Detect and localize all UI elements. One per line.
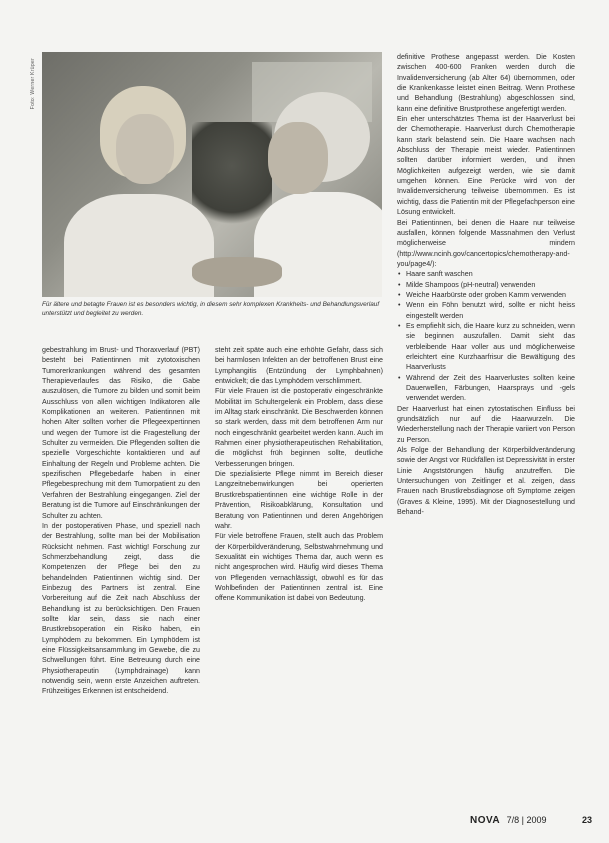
- list-item: • Wenn ein Föhn benutzt wird, sollte er nicht heiss eingestellt werden: [406, 300, 575, 321]
- list-item: • Während der Zeit des Haarverlustes sollten keine Dauerwellen, Färbungen, Haarsprays und -gels verwendet werden.: [406, 373, 575, 404]
- col3-paragraph-3: Bei Patientinnen, bei denen die Haare nur teilweise ausfallen, können folgende Massnahmen den Verlust möglicherweise mindern (http://www.ncinh.gov/cancertopics/chemotherapy-and-you/page4/):: [397, 218, 575, 268]
- col1-paragraph-1: gebestrahlung im Brust- und Thoraxverlauf (PBT) besteht bei Patientinnen mit zytotoxischen Tumorerkrankungen während des gesamten Therapieverlaufes das Risiko, die Gabe auszulösen, die Tumore zu bilden und somit beim Ausschluss von allen wichtigen Indikatoren alle Komplikationen an weiteren. Patientinnen mit hohen Alter sollten vorher die Pflegeexpertinnen und wegen der Tumore ist die Fragestellung der Schulter zu vermeiden. Die Pflegenden sollten die spezielle Vorgeschichte kontaktieren und auf Einhaltung der Regeln und Probleme achten. Die spezifischen Pflegebedarfe haben in einer Pflegebesprechung mit dem Tumorpatient zu den Verfahren der Bestrahlung eingegangen. Ziel der Beratung ist die Tumore auf Einschränkungen der Schulter zu achten.: [42, 346, 200, 520]
- col2-paragraph-4: Für viele betroffene Frauen, stellt auch das Problem der Körperbildveränderung, Selbstwahrnehmung und Sexualität ein wichtiges Thema dar, auch wenn es nicht angesprochen wird. Häufig wird dieses Thema von Pflegenden vernachlässigt, obwohl es für das Wohlbefinden der Patientinnen zentral ist. Eine offene Kommunikation ist dabei von Bedeutung.: [215, 532, 383, 603]
- photo-hands: [192, 257, 282, 287]
- text-column-1: [42, 345, 200, 697]
- list-item: • Weiche Haarbürste oder groben Kamm verwenden: [406, 290, 575, 300]
- photo-caption: Für ältere und betagte Frauen ist es besonders wichtig, in diesem sehr komplexen Krankheits- und Behandlungsverlauf unterstützt und begleitet zu werden.: [42, 301, 380, 317]
- magazine-name: NOVA: [470, 815, 501, 826]
- page-number: 23: [581, 815, 592, 825]
- list-item: • Es empfiehlt sich, die Haare kurz zu schneiden, wenn sie beginnen auszufallen. Damit sieht das verbleibende Haar voller aus und möglicherweise erleichtert eine Kurzhaarfrisur die Bewältigung des Haarverlusts: [406, 321, 575, 373]
- text-column-2: [215, 345, 383, 604]
- col1-paragraph-2: In der postoperativen Phase, und speziell nach der Bestrahlung, sollte man bei der Mobilisation Rücksicht nehmen. Fast wichtig! Forschung zur Schmerzbehandlung zeigt, dass die Kompetenzen der Pflege bei den zu behandelnden Patientinnen wichtig sind. Der Einbezug des Partners ist zentral. Eine Vorbereitung auf die Zeit nach Abschluss der Behandlung ist zu berücksichtigen. Den Frauen sollte klar sein, dass sie nach einer Brustkrebsoperation ein Risiko haben, ein Lymphödem zu bekommen. Ein Lymphödem ist eine Flüssigkeitsansammlung im Gewebe, die zu Schwellungen führt. Eine Betreuung durch eine Physiotherapeutin (Lymphdrainage) kann notwendig sein, wenn erste Anzeichen auftreten. Frühzeitiges Erkennen ist entscheidend.: [42, 521, 200, 696]
- col2-paragraph-3: Die spezialisierte Pflege nimmt im Bereich dieser Langzeitnebenwirkungen bei operierten Brustkrebspatientinnen eine wichtige Rolle in der Prävention, Risikoabklärung, Konsultation und Beratung von Patientinnen und deren Angehörigen wahr.: [215, 470, 383, 530]
- list-item: • Haare sanft waschen: [406, 269, 575, 279]
- col3-paragraph-4: Der Haarverlust hat einen zytostatischen Einfluss bei grundsätzlich nur auf die Haarwurzeln. Die Wiederherstellung nach der Therapie variiert von Person zu Person.: [397, 404, 575, 444]
- col3-paragraph-2: Ein eher unterschätztes Thema ist der Haarverlust bei der Chemotherapie. Haarverlust durch Chemotherapie kann stark belastend sein. Die Haare wachsen nach Abschluss der Therapie meist wieder. Patientinnen sollten darüber informiert werden, und ihnen Möglichkeiten aufgezeigt werden, wie sie damit umgehen können. Eine Perücke wird von der Invalidenversicherung teilweise übernommen. Es ist wichtig, dass die Patientin mit der Pflegefachperson eine Lösung entwickelt.: [397, 115, 575, 217]
- photo-woman-left-face: [116, 114, 174, 184]
- page-footer: [470, 815, 600, 826]
- list-item: • Milde Shampoos (pH-neutral) verwenden: [406, 280, 575, 290]
- photo-woman-right-face: [268, 122, 328, 194]
- article-photo: [42, 52, 382, 297]
- photo-credit: Foto: Werner Krüper: [30, 58, 36, 110]
- col3-paragraph-5: Als Folge der Behandlung der Körperbildveränderung sowie der Angst vor Rückfällen ist Depressivität in erster Linie Angststörungen häufig anzutreffen. Die Untersuchungen von Zeitlinger et al. zeigen, dass Frauen nach Brustkrebsdiagnose oft Symptome zeigen (Graves & Kleine, 1995). Mit der Diagnosestellung und Behand-: [397, 446, 575, 517]
- col2-paragraph-2: Für viele Frauen ist die postoperativ eingeschränkte Mobilität im Schultergelenk ein Problem, dass diese im Alltag stark einschränkt. Die Beschwerden können so stark werden, dass mit dem betroffenen Arm nur noch eingeschränkt gearbeitet werden kann. Auch im Rahmen einer physiotherapeutischen Rehabilitation, die möglichst früh beginnen sollte, deutliche Verbesserungen bringen.: [215, 387, 383, 468]
- hair-care-list: [397, 269, 575, 403]
- col3-paragraph-1: definitive Prothese angepasst werden. Die Kosten zwischen 400-600 Franken werden durch die Invalidenversicherung (ab Alter 64) übernommen, oder die Krankenkasse leistet einen Beitrag. Wenn Prothese und Behandlung (Bestrahlung) abgeschlossen sind, kann eine definitive Brustprothese angefertigt werden.: [397, 53, 575, 113]
- text-column-3: [397, 52, 575, 517]
- issue-number: 7/8 | 2009: [506, 815, 547, 825]
- photo-woman-left-body: [64, 194, 214, 297]
- col2-paragraph-1: steht zeit späte auch eine erhöhte Gefahr, dass sich bei harmlosen Infekten an der betroffenen Brust eine Lymphangitis (Entzündung der Lymphbahnen) entwickelt; die das Lymphödem verschlimmert.: [215, 346, 383, 386]
